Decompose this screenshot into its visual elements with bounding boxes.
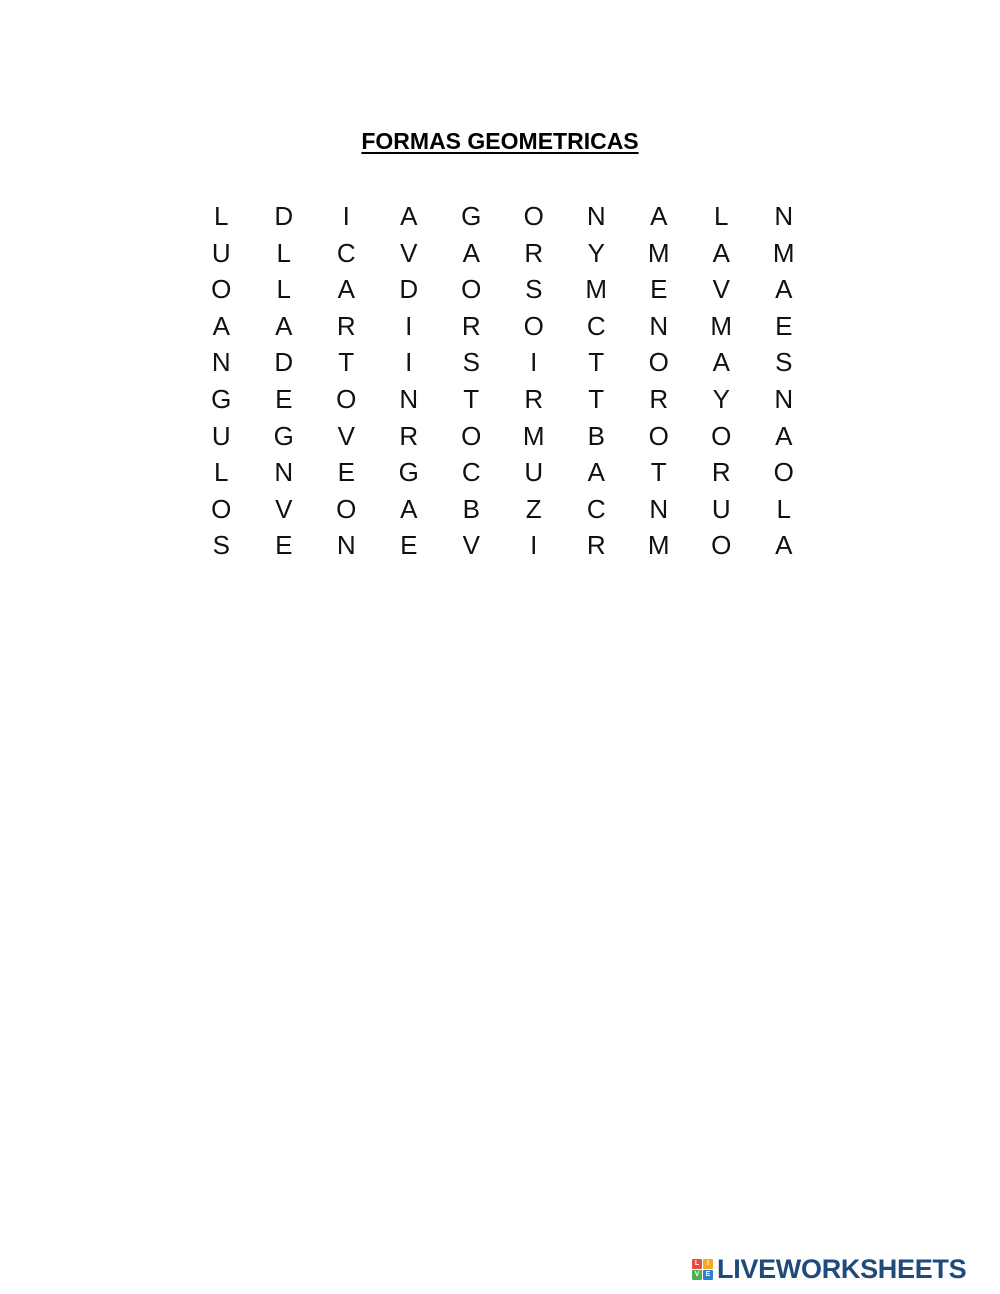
grid-cell[interactable]: M [647,530,670,561]
grid-cell[interactable]: C [336,237,356,268]
grid-cell[interactable]: O [523,310,544,341]
grid-cell[interactable]: A [587,457,605,488]
grid-cell[interactable]: T [588,347,605,378]
liveworksheets-logo-text: LIVEWORKSHEETS [717,1253,967,1284]
grid-cell[interactable]: A [650,201,668,231]
grid-cell[interactable]: N [211,347,231,378]
grid-cell[interactable]: O [211,274,232,305]
grid-cell[interactable]: L [714,201,729,231]
grid-cell[interactable]: L [214,201,229,231]
grid-cell[interactable]: L [276,274,291,305]
grid-cell[interactable]: Z [525,493,542,524]
grid-cell[interactable]: N [399,383,419,414]
grid-cell[interactable]: O [461,420,482,451]
grid-cell[interactable]: U [211,237,231,268]
grid-cell[interactable]: G [461,201,482,231]
grid-cell[interactable]: A [775,274,793,305]
grid-cell[interactable]: N [336,530,356,561]
grid-cell[interactable]: U [711,493,731,524]
grid-cell[interactable]: I [405,347,413,378]
grid-cell[interactable]: R [461,310,481,341]
grid-cell[interactable]: V [400,237,418,268]
grid-cell[interactable]: N [774,201,794,231]
grid-cell[interactable]: N [274,457,294,488]
grid-cell[interactable]: V [275,493,293,524]
grid-cell[interactable]: B [462,493,480,524]
grid-cell[interactable]: A [275,310,293,341]
grid-cell[interactable]: V [462,530,480,561]
grid-cell[interactable]: I [530,530,538,561]
logo-mark-tile: E [703,1270,713,1280]
grid-cell[interactable]: T [588,383,605,414]
grid-cell[interactable]: A [775,420,793,451]
grid-cell[interactable]: O [211,493,232,524]
grid-cell[interactable]: T [338,347,355,378]
grid-cell[interactable]: G [273,420,294,451]
grid-cell[interactable]: R [336,310,356,341]
grid-cell[interactable]: Y [712,383,730,414]
grid-cell[interactable]: E [275,383,293,414]
grid-cell[interactable]: A [712,237,730,268]
grid-cell[interactable]: R [711,457,731,488]
grid-cell[interactable]: O [711,530,732,561]
grid-cell[interactable]: L [276,237,291,268]
grid-cell[interactable]: R [586,530,606,561]
grid-cell[interactable]: O [461,274,482,305]
grid-cell[interactable]: R [524,237,544,268]
liveworksheets-logo-icon [692,1259,713,1280]
grid-cell[interactable]: U [211,420,231,451]
grid-cell[interactable]: D [274,201,294,231]
grid-cell[interactable]: E [650,274,668,305]
logo-mark-tile: L [692,1259,702,1269]
grid-cell[interactable]: T [463,383,480,414]
grid-cell[interactable]: N [774,383,794,414]
grid-cell[interactable]: Y [587,237,605,268]
grid-cell[interactable]: A [212,310,230,341]
grid-row [190,308,815,345]
grid-cell[interactable]: N [586,201,606,231]
grid-cell[interactable]: R [524,383,544,414]
grid-row [190,198,815,235]
grid-cell[interactable]: A [337,274,355,305]
grid-cell[interactable]: D [274,347,294,378]
grid-row [190,381,815,418]
grid-cell[interactable]: G [211,383,232,414]
grid-cell[interactable]: O [336,493,357,524]
grid-cell[interactable]: E [400,530,418,561]
grid-cell[interactable]: S [212,530,230,561]
grid-cell[interactable]: S [525,274,543,305]
grid-cell[interactable]: D [399,274,419,305]
grid-cell[interactable]: O [773,457,794,488]
word-search-grid[interactable] [190,198,815,564]
grid-cell[interactable]: E [275,530,293,561]
grid-cell[interactable]: R [649,383,669,414]
grid-cell[interactable]: A [775,530,793,561]
grid-cell[interactable]: O [711,420,732,451]
grid-cell[interactable]: S [775,347,793,378]
grid-cell[interactable]: O [336,383,357,414]
grid-cell[interactable]: E [775,310,793,341]
grid-cell[interactable]: B [587,420,605,451]
grid-cell[interactable]: A [462,237,480,268]
liveworksheets-logo [692,1254,966,1284]
grid-cell[interactable]: L [214,457,229,488]
grid-cell[interactable]: U [524,457,544,488]
grid-cell[interactable]: O [648,420,669,451]
grid-cell[interactable]: M [522,420,545,451]
grid-cell[interactable]: A [712,347,730,378]
grid-cell[interactable]: M [772,237,795,268]
logo-mark-tile: V [692,1270,702,1280]
grid-cell[interactable]: M [585,274,608,305]
grid-cell[interactable]: S [462,347,480,378]
grid-cell[interactable]: T [650,457,667,488]
logo-mark-tile: I [703,1259,713,1269]
grid-row [190,527,815,564]
grid-cell[interactable]: C [586,493,606,524]
grid-cell[interactable]: V [712,274,730,305]
grid-cell[interactable]: I [342,201,350,231]
grid-cell[interactable]: V [337,420,355,451]
grid-row [190,344,815,381]
grid-cell[interactable]: A [400,201,418,231]
grid-row [190,271,815,308]
grid-cell[interactable]: C [461,457,481,488]
grid-cell[interactable]: R [399,420,419,451]
grid-cell[interactable]: N [649,310,669,341]
grid-cell[interactable]: I [530,347,538,378]
worksheet-title: FORMAS GEOMETRICAS [361,128,639,154]
grid-cell[interactable]: M [647,237,670,268]
grid-row [190,235,815,272]
grid-cell[interactable]: A [400,493,418,524]
grid-cell[interactable]: C [586,310,606,341]
grid-cell[interactable]: I [405,310,413,341]
grid-cell[interactable]: G [398,457,419,488]
grid-cell[interactable]: N [649,493,669,524]
grid-cell[interactable]: O [523,201,544,231]
grid-row [190,454,815,491]
grid-cell[interactable]: O [648,347,669,378]
grid-cell[interactable]: L [776,493,791,524]
grid-row [190,491,815,528]
grid-cell[interactable]: M [710,310,733,341]
grid-row [190,418,815,455]
grid-cell[interactable]: E [337,457,355,488]
